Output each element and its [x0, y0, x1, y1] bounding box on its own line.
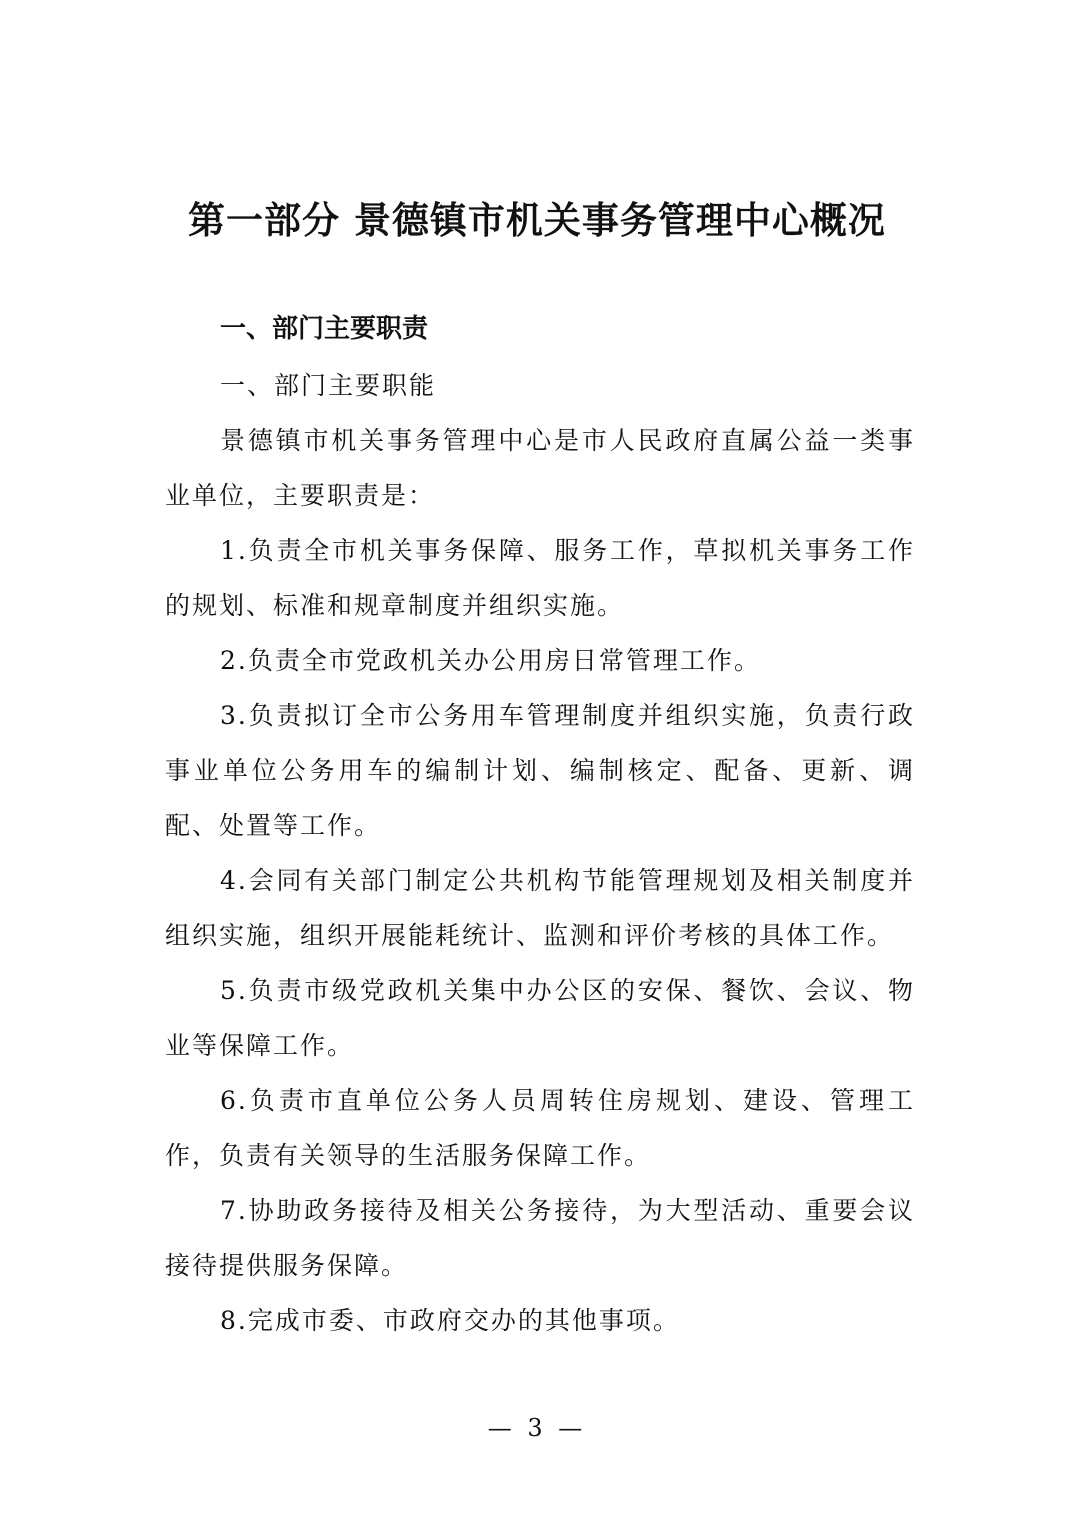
duty-item-3: 3.负责拟订全市公务用车管理制度并组织实施，负责行政事业单位公务用车的编制计划、编制核定、配备、更新、调配、处置等工作。 — [165, 701, 915, 840]
duty-item-4: 4.会同有关部门制定公共机构节能管理规划及相关制度并组织实施，组织开展能耗统计、监测和评价考核的具体工作。 — [165, 866, 915, 950]
subheading-paragraph: 一、部门主要职能 — [220, 371, 437, 400]
page-title: 第一部分 景德镇市机关事务管理中心概况 — [188, 199, 886, 242]
duty-item-1: 1.负责全市机关事务保障、服务工作，草拟机关事务工作的规划、标准和规章制度并组织实施。 — [165, 536, 915, 620]
duty-item-7: 7.协助政务接待及相关公务接待，为大型活动、重要会议接待提供服务保障。 — [165, 1196, 915, 1280]
duty-item-5: 5.负责市级党政机关集中办公区的安保、餐饮、会议、物业等保障工作。 — [165, 976, 915, 1060]
document-body — [165, 358, 915, 1348]
section-heading: 一、部门主要职责 — [220, 314, 429, 344]
duty-item-2: 2.负责全市党政机关办公用房日常管理工作。 — [220, 646, 761, 675]
intro-paragraph: 景德镇市机关事务管理中心是市人民政府直属公益一类事业单位，主要职责是： — [165, 426, 915, 510]
page-number: — 3 — — [487, 1414, 587, 1442]
duty-item-8: 8.完成市委、市政府交办的其他事项。 — [220, 1306, 680, 1335]
duty-item-6: 6.负责市直单位公务人员周转住房规划、建设、管理工作，负责有关领导的生活服务保障工作。 — [165, 1086, 915, 1170]
